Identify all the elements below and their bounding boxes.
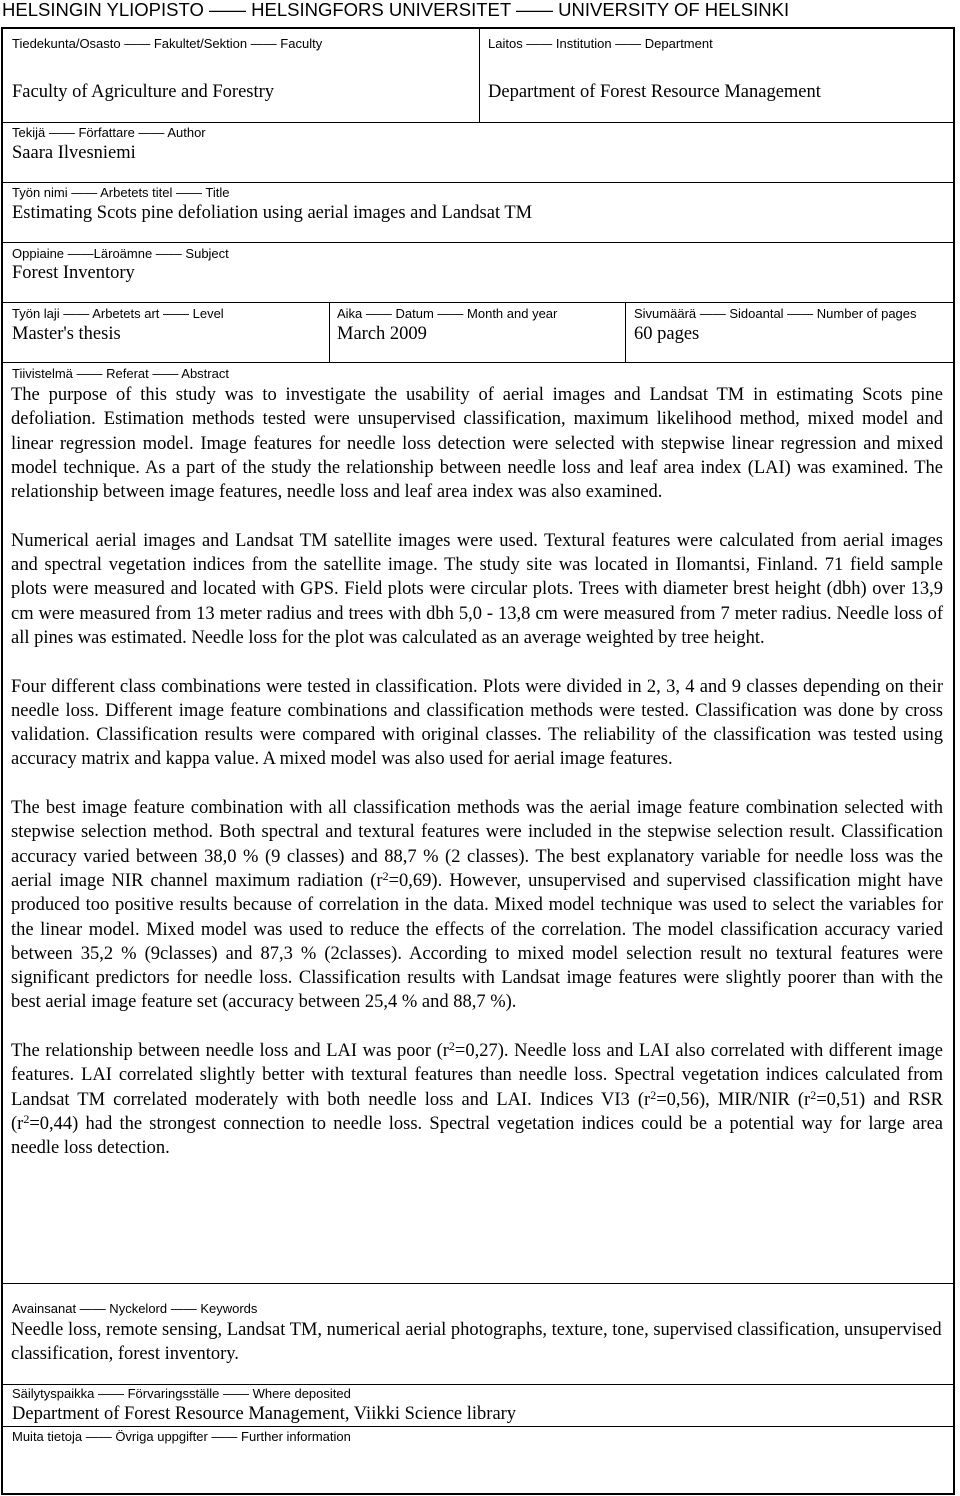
superscript: 2: [448, 1039, 455, 1054]
divider: [3, 1426, 953, 1427]
pages-value: 60 pages: [634, 324, 700, 344]
divider: [3, 182, 953, 183]
author-label: Tekijä —— Författare —— Author: [12, 125, 206, 140]
abstract-label: Tiivistelmä —— Referat —— Abstract: [12, 366, 229, 381]
level-label: Työn laji —— Arbetets art —— Level: [12, 306, 224, 321]
text-run: =0,27). Needle loss and LAI also correlated with different image features. LAI correlated slightly better with textural features than needle loss. Spectral vegetation indices calculated from Landsat TM correlated moderately with both needle loss and LAI. Indices VI3 (r: [11, 1041, 943, 1110]
abstract-paragraph: [11, 796, 943, 1015]
deposited-label: Säilytyspaikka —— Förvaringsställe —— Where deposited: [12, 1386, 351, 1401]
superscript: 2: [810, 1087, 817, 1102]
abstract-paragraph: The purpose of this study was to investigate the usability of aerial images and Landsat TM in estimating Scots pine defoliation. Estimation methods tested were unsupervised classification, maximum likelihood method, mixed model and linear regression model. Image features for needle loss detection were selected with stepwise linear regression and mixed model technique. As a part of the study the relationship between needle loss and leaf area index (LAI) was examined. The relationship between image features, needle loss and leaf area index was also examined.: [11, 385, 943, 503]
department-label: Laitos —— Institution —— Department: [488, 36, 713, 51]
divider: [3, 242, 953, 243]
divider: [329, 302, 330, 362]
superscript: 2: [382, 868, 389, 883]
text-run: =0,56), MIR/NIR (r: [656, 1089, 811, 1110]
keywords-value: Needle loss, remote sensing, Landsat TM, numerical aerial photographs, texture, tone, supervised classification, unsupervised classification, forest inventory.: [11, 1320, 942, 1365]
subject-label: Oppiaine ——Läroämne —— Subject: [12, 246, 229, 261]
university-header: HELSINGIN YLIOPISTO —— HELSINGFORS UNIVERSITET —— UNIVERSITY OF HELSINKI: [2, 0, 790, 20]
text-run: =0,51) and RSR (r: [11, 1089, 943, 1134]
abstract-paragraph: Four different class combinations were tested in classification. Plots were divided in 2, 3, 4 and 9 classes depending on their needle loss. Different image feature combinations and classification methods were tested. Classification was done by cross validation. Classification results were compared with original classes. The reliability of the classification was tested using accuracy matrix and kappa value. A mixed model was also used for aerial image features.: [11, 676, 943, 770]
title-label: Työn nimi —— Arbetets titel —— Title: [12, 185, 230, 200]
date-value: March 2009: [337, 324, 427, 344]
department-value: Department of Forest Resource Management: [488, 82, 821, 102]
author-value: Saara Ilvesniemi: [12, 143, 136, 163]
subject-value: Forest Inventory: [12, 263, 135, 283]
divider: [3, 302, 953, 303]
abstract-paragraph: Numerical aerial images and Landsat TM satellite images were used. Textural features were calculated from aerial images and spectral vegetation indices from the satellite image. The study site was located in Ilomantsi, Finland. 71 field sample plots were measured and located with GPS. Field plots were circular plots. Trees with diameter brest height (dbh) over 13,9 cm were measured from 13 meter radius and trees with dbh 5,0 - 13,8 cm were measured from 7 meter radius. Needle loss of all pines was estimated. Needle loss for the plot was calculated as an average weighted by tree height.: [11, 530, 943, 648]
divider: [3, 1283, 953, 1284]
text-run: The best image feature combination with all classification methods was the aerial image feature combination selected with stepwise selection method. Both spectral and textural features were included in the stepwise selection result. Classification accuracy varied between 38,0 % (9 classes) and 88,7 % (2 classes). The best explanatory variable for needle loss was the aerial image NIR channel maximum radiation (r: [11, 798, 943, 891]
superscript: 2: [650, 1087, 657, 1102]
superscript: 2: [23, 1111, 30, 1126]
abstract-body: [11, 383, 943, 1185]
further-info-label: Muita tietoja —— Övriga uppgifter —— Further information: [12, 1429, 351, 1444]
text-run: The relationship between needle loss and LAI was poor (r: [11, 1041, 449, 1062]
faculty-value: Faculty of Agriculture and Forestry: [12, 82, 275, 102]
divider: [479, 29, 480, 122]
divider: [3, 122, 953, 123]
divider: [625, 302, 626, 362]
divider: [3, 1384, 953, 1385]
divider: [3, 362, 953, 363]
keywords-label: Avainsanat —— Nyckelord —— Keywords: [12, 1301, 258, 1316]
pages-label: Sivumäärä —— Sidoantal —— Number of pages: [634, 306, 917, 321]
faculty-label: Tiedekunta/Osasto —— Fakultet/Sektion —— Faculty: [12, 36, 323, 51]
abstract-paragraph: [11, 1039, 943, 1160]
level-value: Master's thesis: [12, 324, 121, 344]
date-label: Aika —— Datum —— Month and year: [337, 306, 558, 321]
text-run: =0,44) had the strongest connection to needle loss. Spectral vegetation indices could be a potential way for large area needle loss detection.: [11, 1113, 943, 1159]
title-value: Estimating Scots pine defoliation using aerial images and Landsat TM: [12, 203, 533, 223]
deposited-value: Department of Forest Resource Management, Viikki Science library: [12, 1404, 517, 1424]
text-run: =0,69). However, unsupervised and supervised classification might have produced too positive results because of correlation in the data. Mixed model technique was used to select the variables for the linear model. Mixed model was used to reduce the effects of the correlation. The model classification accuracy varied between 35,2 % (9classes) and 87,3 % (2classes). According to mixed model selection result no textural features were significant predictors for needle loss. Classification results with Landsat image features were slightly poorer than with the best aerial image feature set (accuracy between 25,4 % and 88,7 %).: [11, 870, 943, 1013]
